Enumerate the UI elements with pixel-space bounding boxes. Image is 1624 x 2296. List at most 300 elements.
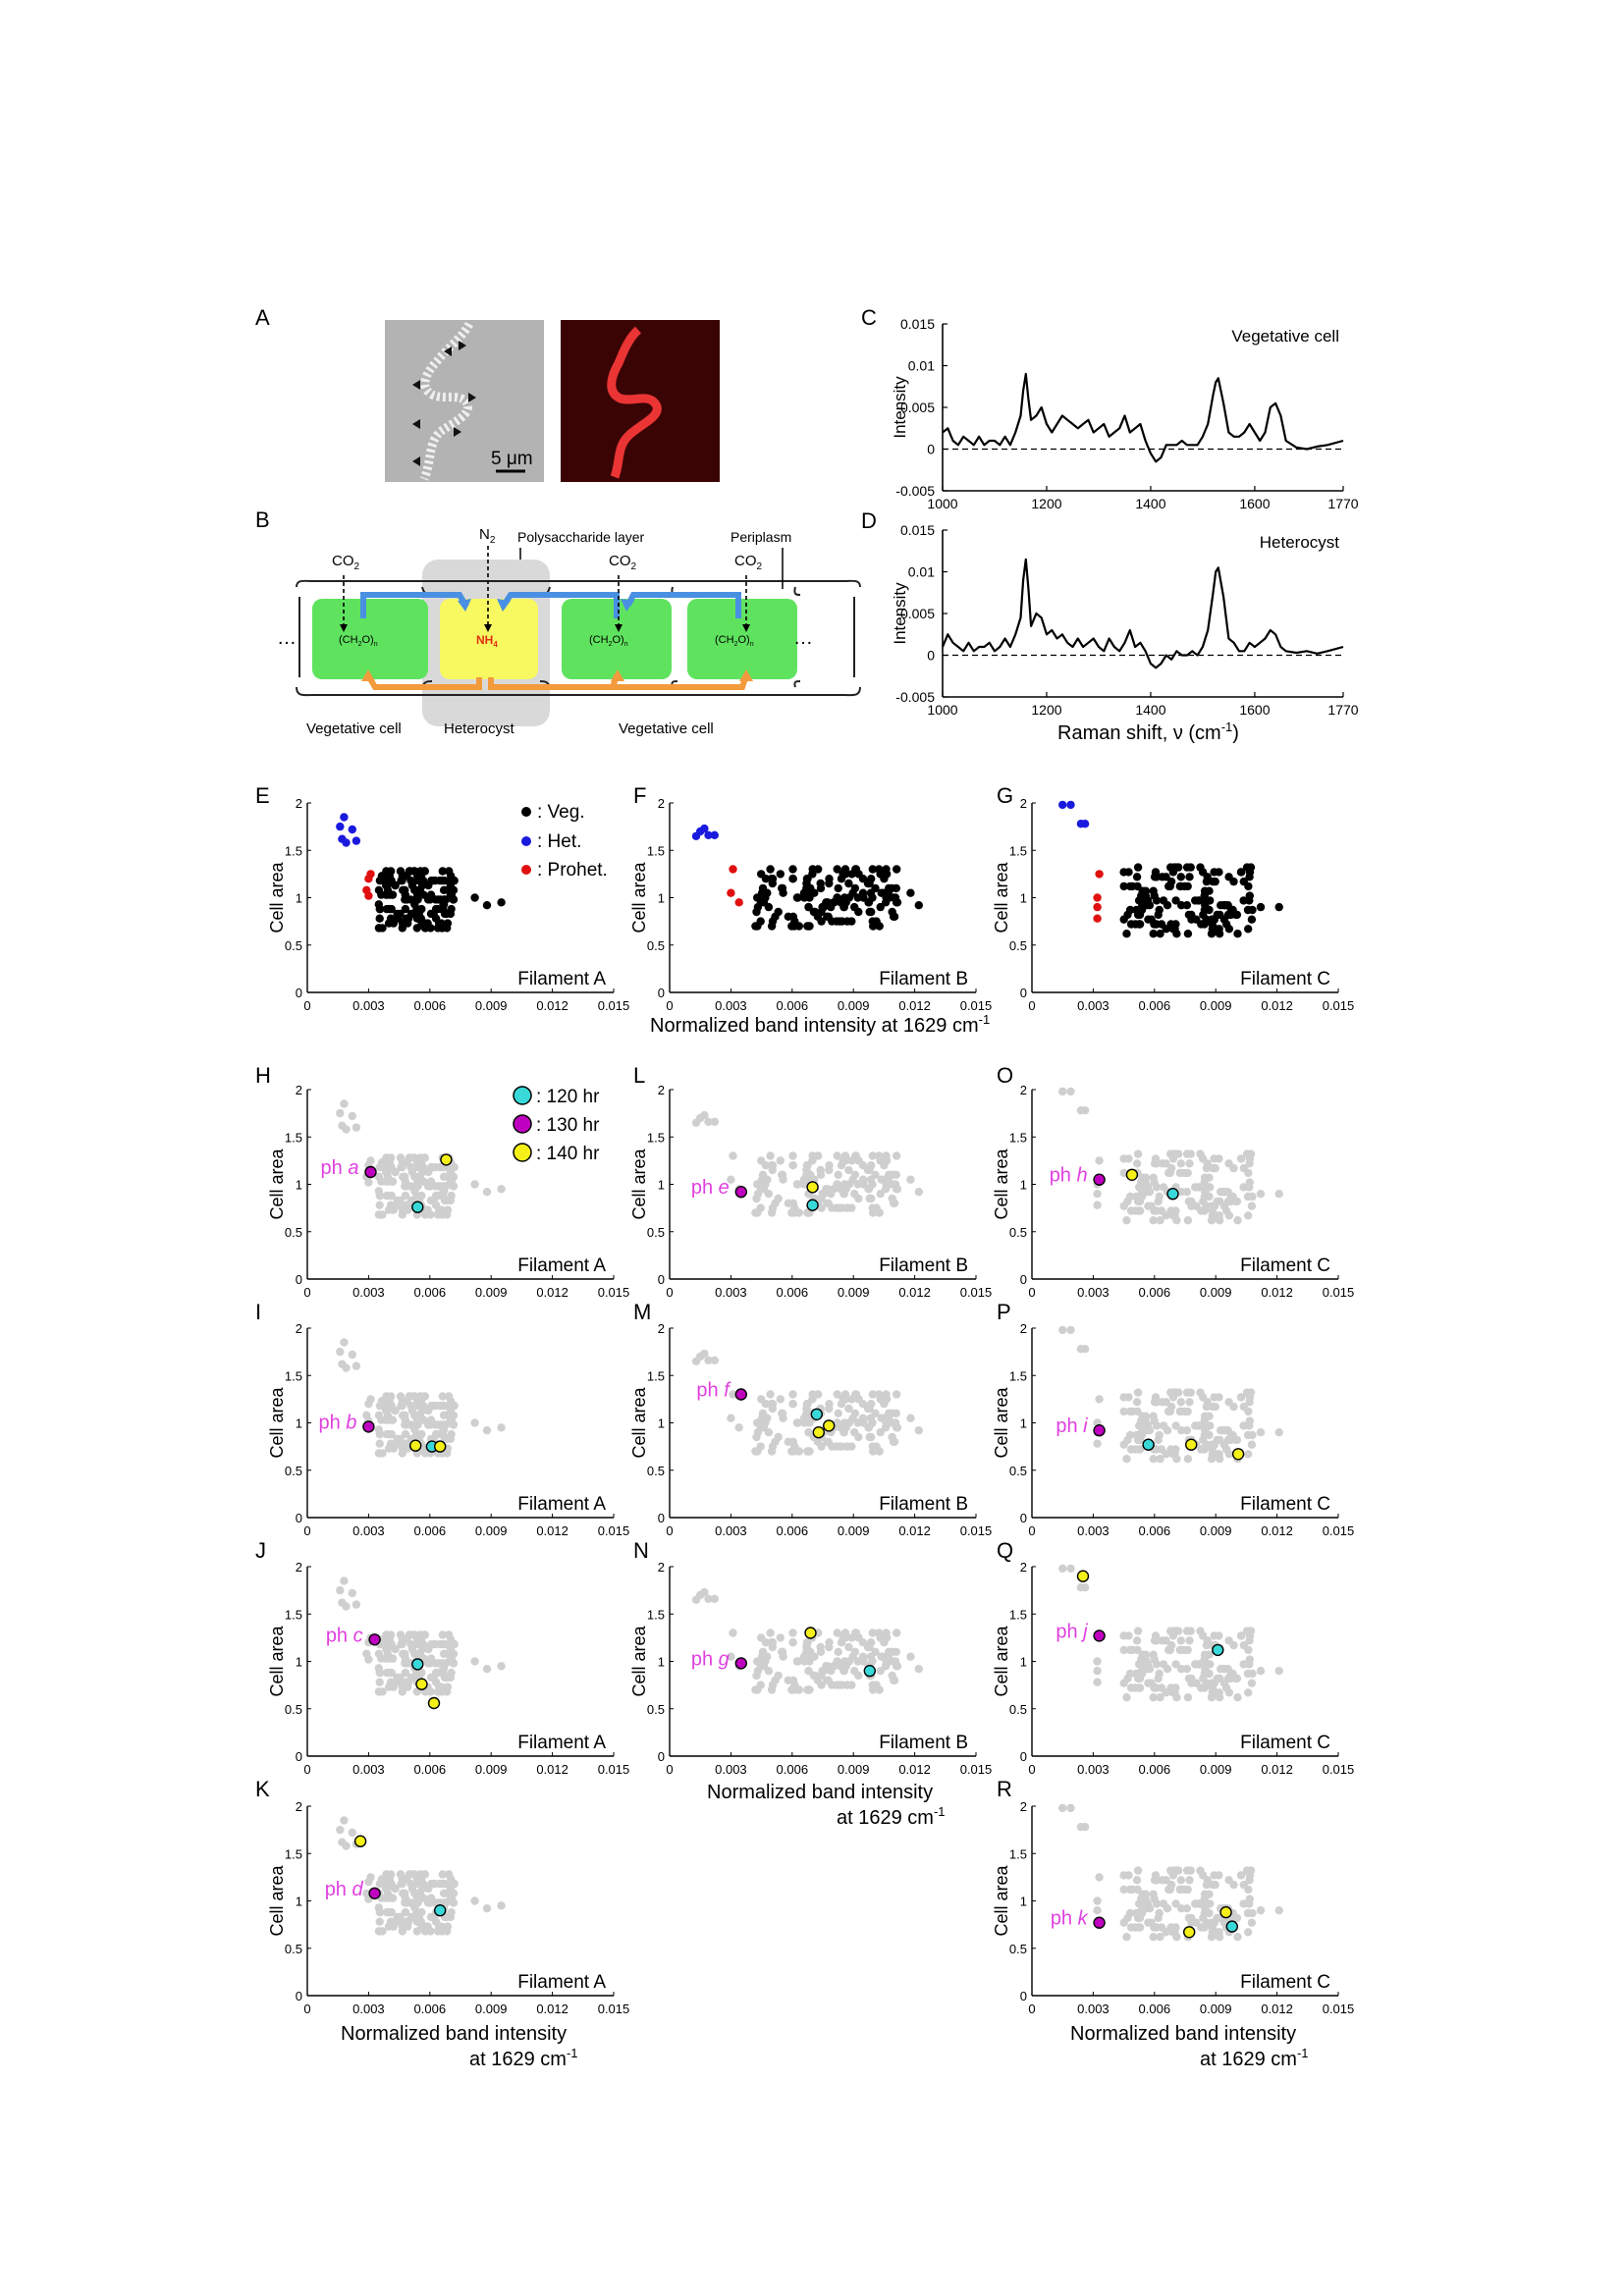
y-tick-label: 2 bbox=[295, 796, 302, 811]
filament-label: Filament A bbox=[517, 1494, 606, 1515]
veg-point bbox=[412, 1430, 420, 1438]
het-point bbox=[692, 1358, 700, 1365]
x-tick-label: 0.009 bbox=[1199, 1285, 1232, 1300]
highlight-140hr-point bbox=[416, 1679, 427, 1689]
prohet-point bbox=[1093, 1679, 1101, 1686]
x-tick-label: 0.012 bbox=[1261, 1285, 1293, 1300]
veg-point bbox=[376, 915, 384, 923]
veg-point bbox=[1257, 903, 1265, 911]
veg-point bbox=[788, 1390, 796, 1398]
veg-point bbox=[1211, 916, 1218, 924]
veg-point bbox=[1132, 906, 1140, 914]
veg-point bbox=[771, 1438, 779, 1446]
y-axis-label: Cell area bbox=[992, 1865, 1011, 1937]
veg-point bbox=[864, 1166, 872, 1174]
y-axis-label: Cell area bbox=[992, 862, 1011, 934]
filament-label: Filament C bbox=[1240, 969, 1330, 989]
x-tick-label: 0.015 bbox=[1322, 1285, 1355, 1300]
veg-point bbox=[1191, 1899, 1199, 1907]
veg-point bbox=[430, 1197, 438, 1204]
veg-point bbox=[402, 1430, 409, 1438]
y-tick-label: 1 bbox=[657, 1654, 665, 1670]
veg-point bbox=[406, 867, 413, 875]
veg-point bbox=[1233, 1693, 1241, 1701]
het-point bbox=[349, 1351, 356, 1359]
y-tick-label: 2 bbox=[1019, 1799, 1027, 1814]
veg-point bbox=[1185, 1636, 1193, 1644]
veg-point bbox=[800, 1176, 808, 1184]
veg-point bbox=[1177, 1876, 1185, 1884]
heterocyst-label: Heterocyst bbox=[444, 721, 514, 737]
veg-point bbox=[385, 1894, 393, 1901]
x-tick-label: 0.006 bbox=[776, 998, 809, 1013]
y-tick-label: 2 bbox=[295, 1799, 302, 1814]
vegetative-cell-label-left: Vegetative cell bbox=[306, 721, 402, 737]
x-tick-label: 0.012 bbox=[536, 1523, 568, 1538]
veg-point bbox=[1150, 1933, 1158, 1941]
x-tick-label: 0.006 bbox=[413, 1762, 447, 1777]
veg-point bbox=[1245, 1421, 1253, 1429]
x-tick-label: 0.003 bbox=[352, 998, 385, 1013]
veg-point bbox=[402, 905, 409, 913]
veg-point bbox=[766, 865, 774, 873]
veg-point bbox=[1150, 1216, 1158, 1224]
veg-point bbox=[836, 917, 843, 925]
veg-point bbox=[875, 1629, 883, 1636]
veg-point bbox=[1216, 1693, 1223, 1701]
y-tick-label: 0 bbox=[657, 1749, 665, 1764]
legend-120-marker bbox=[514, 1087, 531, 1104]
veg-point bbox=[424, 1885, 432, 1893]
veg-point bbox=[883, 893, 891, 901]
veg-point bbox=[1237, 1154, 1245, 1162]
veg-point bbox=[1205, 1174, 1213, 1182]
veg-point bbox=[1191, 1660, 1199, 1668]
het-point bbox=[340, 1816, 348, 1824]
scatter-panel-r bbox=[992, 1799, 1354, 2016]
veg-point bbox=[1216, 1216, 1223, 1224]
veg-point bbox=[1164, 1169, 1172, 1177]
veg-point bbox=[1210, 868, 1218, 876]
veg-point bbox=[851, 1171, 859, 1179]
ph-label: ph a bbox=[320, 1156, 359, 1179]
veg-point bbox=[430, 1674, 438, 1682]
het-point bbox=[1066, 801, 1074, 809]
x-tick-label: 0.012 bbox=[898, 998, 931, 1013]
veg-point bbox=[1150, 1455, 1158, 1463]
veg-point bbox=[470, 893, 478, 901]
x-tick-label: 1770 bbox=[1327, 702, 1359, 718]
y-axis-label: Intensity bbox=[891, 376, 909, 439]
x-tick-label: 0.015 bbox=[597, 1523, 630, 1538]
scatter-panel-o bbox=[992, 1083, 1354, 1300]
xlabel-col-c-line1: Normalized band intensity bbox=[1070, 2023, 1297, 2045]
veg-point bbox=[1133, 1398, 1141, 1406]
x-tick-label: 0.009 bbox=[1199, 998, 1232, 1013]
veg-point bbox=[412, 1908, 420, 1916]
veg-point bbox=[867, 908, 875, 916]
y-tick-label: 1.5 bbox=[284, 1368, 302, 1384]
spectrum-heterocyst bbox=[891, 522, 1359, 718]
het-point bbox=[340, 1338, 348, 1346]
x-tick-label: 0.003 bbox=[352, 2002, 385, 2016]
veg-point bbox=[758, 1176, 766, 1184]
veg-point bbox=[752, 1672, 760, 1680]
y-tick-label: 0 bbox=[657, 1511, 665, 1525]
legend-het-label: : Het. bbox=[537, 831, 582, 852]
veg-point bbox=[406, 1630, 413, 1638]
veg-point bbox=[1153, 920, 1161, 928]
veg-point bbox=[893, 1151, 900, 1159]
veg-point bbox=[376, 1201, 384, 1209]
veg-point bbox=[375, 1449, 383, 1457]
y-tick-label: 2 bbox=[657, 796, 665, 811]
y-tick-label: 0.5 bbox=[284, 937, 302, 953]
panel-label-h: H bbox=[255, 1063, 271, 1088]
veg-point bbox=[402, 1908, 409, 1916]
het-point bbox=[340, 1576, 348, 1584]
y-tick-label: 2 bbox=[1019, 1560, 1027, 1575]
x-tick-label: 0 bbox=[303, 1762, 311, 1777]
veg-point bbox=[1275, 1906, 1283, 1914]
het-point bbox=[1081, 1106, 1089, 1114]
veg-point bbox=[1138, 887, 1146, 895]
veg-point bbox=[1275, 1190, 1283, 1198]
veg-point bbox=[877, 1428, 885, 1436]
highlight-140hr-point bbox=[824, 1420, 835, 1431]
prohet-point bbox=[1093, 1896, 1101, 1904]
x-tick-label: 0 bbox=[1028, 1523, 1036, 1538]
het-point bbox=[352, 1123, 360, 1131]
panel-label-p: P bbox=[997, 1300, 1011, 1324]
veg-point bbox=[877, 1190, 885, 1198]
het-point bbox=[342, 1842, 350, 1849]
veg-point bbox=[1211, 1202, 1218, 1210]
veg-point bbox=[1135, 1421, 1143, 1429]
filament-label: Filament B bbox=[879, 1733, 968, 1753]
veg-point bbox=[1226, 1675, 1234, 1682]
y-axis-label: Cell area bbox=[992, 1148, 1011, 1220]
veg-point bbox=[1244, 1408, 1252, 1415]
het-point bbox=[1066, 1326, 1074, 1334]
y-tick-label: 2 bbox=[657, 1083, 665, 1097]
veg-point bbox=[864, 1643, 872, 1651]
veg-point bbox=[839, 1395, 846, 1403]
veg-point bbox=[388, 1430, 396, 1438]
veg-point bbox=[431, 895, 439, 903]
veg-point bbox=[424, 1168, 432, 1176]
veg-point bbox=[1123, 1914, 1131, 1922]
veg-point bbox=[808, 870, 816, 878]
veg-point bbox=[1133, 1159, 1141, 1167]
veg-point bbox=[779, 889, 786, 897]
veg-point bbox=[1275, 903, 1283, 911]
het-point bbox=[711, 1118, 719, 1126]
veg-point bbox=[788, 1151, 796, 1159]
veg-point bbox=[431, 1182, 439, 1190]
x-tick-label: 0 bbox=[666, 1285, 674, 1300]
veg-point bbox=[752, 1433, 760, 1441]
veg-point bbox=[834, 1180, 841, 1188]
panel-label-m: M bbox=[633, 1300, 652, 1324]
highlight-140hr-point bbox=[807, 1182, 818, 1193]
veg-point bbox=[1248, 906, 1256, 914]
veg-point bbox=[1122, 1455, 1130, 1463]
veg-point bbox=[864, 880, 872, 887]
co2-label-1: $CO_2$ bbox=[332, 553, 360, 572]
prohet-point bbox=[364, 1655, 372, 1663]
veg-point bbox=[1244, 1211, 1252, 1219]
prohet-point bbox=[1093, 1906, 1101, 1914]
periplasm-label: Periplasm bbox=[731, 529, 792, 545]
veg-point bbox=[817, 1648, 825, 1656]
het-point bbox=[1058, 1565, 1066, 1573]
veg-point bbox=[440, 877, 448, 884]
veg-point bbox=[430, 910, 438, 918]
veg-point bbox=[847, 1681, 855, 1688]
veg-point bbox=[1164, 1426, 1171, 1434]
veg-point bbox=[839, 870, 846, 878]
highlight-140hr-point bbox=[1233, 1449, 1244, 1460]
veg-point bbox=[424, 1407, 432, 1415]
veg-point bbox=[1177, 1169, 1185, 1177]
veg-point bbox=[1233, 1933, 1241, 1941]
het-point bbox=[692, 1119, 700, 1127]
veg-point bbox=[1184, 1216, 1192, 1224]
y-tick-label: 0.5 bbox=[646, 937, 665, 953]
veg-point bbox=[442, 910, 450, 918]
veg-point bbox=[388, 905, 396, 913]
veg-point bbox=[417, 1922, 425, 1930]
veg-point bbox=[1201, 901, 1209, 909]
veg-point bbox=[1124, 1631, 1132, 1639]
veg-point bbox=[1150, 930, 1158, 937]
veg-point bbox=[851, 1410, 859, 1417]
veg-point bbox=[1196, 1627, 1204, 1634]
veg-point bbox=[810, 889, 818, 897]
veg-point bbox=[383, 881, 391, 889]
veg-point bbox=[752, 1195, 760, 1202]
veg-point bbox=[864, 1405, 872, 1413]
veg-point bbox=[777, 870, 785, 878]
highlight-140hr-point bbox=[355, 1836, 366, 1846]
veg-point bbox=[406, 1870, 413, 1878]
veg-point bbox=[421, 867, 429, 875]
x-tick-label: 0.012 bbox=[536, 1285, 568, 1300]
highlight-120hr-point bbox=[1213, 1644, 1223, 1655]
veg-point bbox=[1244, 1688, 1252, 1696]
scatter-panel-m bbox=[629, 1321, 992, 1538]
veg-point bbox=[435, 1205, 443, 1213]
filament-label: Filament A bbox=[517, 1972, 606, 1993]
veg-point bbox=[1177, 1636, 1185, 1644]
veg-point bbox=[383, 1168, 391, 1176]
veg-point bbox=[1183, 1188, 1191, 1196]
veg-point bbox=[1199, 1675, 1207, 1682]
veg-point bbox=[890, 1200, 897, 1207]
veg-point bbox=[1244, 1450, 1252, 1458]
highlight-140hr-point bbox=[813, 1427, 824, 1438]
veg-point bbox=[777, 1156, 785, 1164]
panel-label-q: Q bbox=[997, 1538, 1014, 1563]
y-tick-label: 0 bbox=[927, 647, 935, 664]
highlight-120hr-point bbox=[1226, 1921, 1237, 1932]
veg-point bbox=[1229, 1881, 1237, 1889]
x-tick-label: 1200 bbox=[1031, 496, 1062, 511]
y-tick-label: 0 bbox=[295, 1749, 302, 1764]
veg-point bbox=[1122, 1693, 1130, 1701]
veg-point bbox=[426, 1927, 434, 1935]
filament-label: Filament B bbox=[879, 1494, 968, 1515]
veg-point bbox=[845, 893, 853, 901]
x-tick-label: 0.012 bbox=[536, 1762, 568, 1777]
y-tick-label: 1 bbox=[657, 890, 665, 906]
y-axis-label: Cell area bbox=[267, 862, 287, 934]
veg-point bbox=[1248, 1202, 1256, 1210]
x-tick-label: 0.009 bbox=[837, 1762, 870, 1777]
x-tick-label: 0.003 bbox=[1077, 1285, 1110, 1300]
veg-point bbox=[753, 922, 761, 930]
x-tick-label: 0.015 bbox=[959, 1523, 993, 1538]
veg-point bbox=[1177, 1646, 1185, 1654]
veg-point bbox=[1153, 1683, 1161, 1691]
veg-point bbox=[401, 1890, 408, 1897]
veg-point bbox=[1174, 1866, 1182, 1874]
y-tick-label: 1.5 bbox=[1008, 1607, 1027, 1623]
veg-point bbox=[1199, 1198, 1207, 1205]
veg-point bbox=[1162, 1159, 1169, 1167]
veg-point bbox=[1208, 1216, 1216, 1224]
veg-point bbox=[869, 922, 877, 930]
veg-point bbox=[401, 886, 408, 894]
n2-label: $N_2$ bbox=[479, 526, 496, 546]
veg-point bbox=[1155, 1675, 1163, 1682]
veg-point bbox=[1216, 1933, 1223, 1941]
filament-label: Filament B bbox=[879, 1255, 968, 1276]
veg-point bbox=[1245, 1183, 1253, 1191]
xlabel-row1: Normalized band intensity at 1629 $cm^{-1}$ bbox=[650, 1012, 991, 1037]
veg-point bbox=[758, 1415, 766, 1422]
veg-point bbox=[1132, 1909, 1140, 1917]
highlight-140hr-point bbox=[1186, 1439, 1197, 1450]
panel-d bbox=[861, 508, 1359, 744]
y-tick-label: 1.5 bbox=[646, 1607, 665, 1623]
raman-x-axis-label: Raman shift, ν $(cm^{-1})$ bbox=[1057, 720, 1239, 744]
ph-label: ph h bbox=[1049, 1164, 1088, 1187]
veg-point bbox=[1224, 901, 1232, 909]
veg-point bbox=[766, 1629, 774, 1636]
veg-point bbox=[906, 1415, 914, 1422]
veg-point bbox=[1183, 1426, 1191, 1434]
veg-point bbox=[892, 1418, 899, 1426]
veg-point bbox=[1127, 1923, 1135, 1931]
highlight-130hr-point bbox=[1094, 1917, 1105, 1928]
x-tick-label: 0.012 bbox=[1261, 1762, 1293, 1777]
veg-point bbox=[883, 1180, 891, 1188]
veg-point bbox=[403, 1918, 410, 1926]
veg-point bbox=[394, 915, 402, 923]
veg-point bbox=[1226, 1198, 1234, 1205]
veg-point bbox=[1187, 911, 1195, 919]
y-tick-label: 1.5 bbox=[284, 843, 302, 859]
veg-point bbox=[1201, 1426, 1209, 1434]
veg-point bbox=[888, 1171, 895, 1179]
veg-point bbox=[1237, 1871, 1245, 1879]
het-point bbox=[1081, 1823, 1089, 1831]
ph-label: ph k bbox=[1050, 1907, 1088, 1930]
veg-point bbox=[847, 1203, 855, 1211]
veg-point bbox=[817, 1672, 825, 1680]
veg-point bbox=[440, 1640, 448, 1648]
veg-point bbox=[753, 1208, 761, 1216]
x-tick-label: 0 bbox=[1028, 2002, 1036, 2016]
veg-point bbox=[1177, 1886, 1185, 1894]
veg-point bbox=[440, 1402, 448, 1410]
veg-point bbox=[835, 1648, 842, 1656]
veg-point bbox=[1196, 1149, 1204, 1157]
veg-point bbox=[835, 884, 842, 892]
veg-point bbox=[1199, 911, 1207, 919]
veg-point bbox=[1126, 882, 1134, 890]
x-tick-label: 1000 bbox=[927, 702, 958, 718]
prohet-point bbox=[727, 1415, 734, 1422]
veg-point bbox=[1224, 1426, 1232, 1434]
veg-point bbox=[1164, 1665, 1171, 1673]
veg-point bbox=[403, 1440, 410, 1448]
veg-point bbox=[435, 919, 443, 927]
veg-point bbox=[1191, 896, 1199, 904]
x-tick-label: 0.006 bbox=[776, 1523, 809, 1538]
veg-point bbox=[760, 1185, 768, 1193]
scatter-panel-k bbox=[267, 1799, 629, 2016]
veg-point bbox=[804, 1667, 812, 1675]
veg-point bbox=[1245, 896, 1253, 904]
veg-point bbox=[795, 922, 803, 930]
scatter-panel-i bbox=[267, 1321, 629, 1538]
veg-point bbox=[880, 875, 888, 882]
veg-point bbox=[1124, 868, 1132, 876]
x-tick-label: 0.015 bbox=[1322, 2002, 1355, 2016]
veg-point bbox=[1133, 1636, 1141, 1644]
veg-point bbox=[1248, 1909, 1256, 1917]
legend-130-label: : 130 hr bbox=[536, 1115, 600, 1136]
veg-point bbox=[1183, 1866, 1191, 1874]
veg-point bbox=[440, 1420, 448, 1428]
veg-point bbox=[769, 1400, 777, 1408]
veg-point bbox=[1237, 868, 1245, 876]
y-tick-label: 0 bbox=[1019, 986, 1027, 1000]
het-point bbox=[1058, 1088, 1066, 1095]
x-tick-label: 0.012 bbox=[536, 998, 568, 1013]
veg-point bbox=[483, 1665, 491, 1673]
veg-point bbox=[769, 875, 777, 882]
veg-point bbox=[1183, 1904, 1191, 1912]
y-tick-label: 0 bbox=[1019, 1989, 1027, 2003]
y-tick-label: 0 bbox=[295, 1511, 302, 1525]
veg-point bbox=[375, 1687, 383, 1695]
veg-point bbox=[1187, 1198, 1195, 1205]
spectrum-title: Vegetative cell bbox=[1231, 327, 1339, 346]
prohet-point bbox=[364, 891, 372, 899]
x-tick-label: 0.009 bbox=[1199, 1523, 1232, 1538]
veg-point bbox=[1237, 1631, 1245, 1639]
panel-label-a: A bbox=[255, 305, 270, 330]
veg-point bbox=[1177, 882, 1185, 890]
veg-point bbox=[1248, 1670, 1256, 1678]
veg-point bbox=[1257, 1428, 1265, 1436]
veg-point bbox=[854, 1633, 862, 1641]
veg-point bbox=[470, 1418, 478, 1426]
